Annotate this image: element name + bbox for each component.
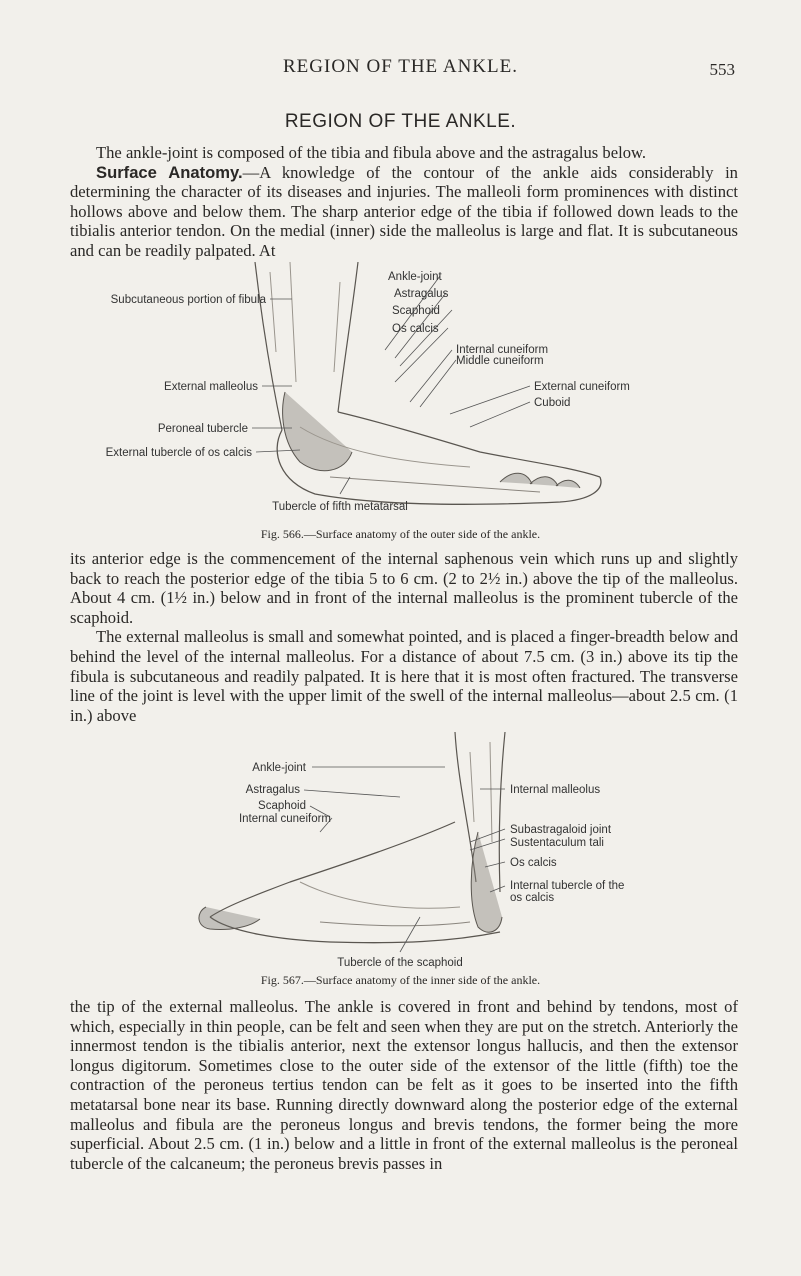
label-ankle-joint-567: Ankle-joint [252, 762, 306, 774]
subheading-surface-anatomy: Surface Anatomy. [96, 162, 243, 182]
paragraph-intro [70, 143, 738, 261]
label-ankle-joint-566: Ankle-joint [388, 271, 442, 283]
label-external-malleolus: External malleolus [164, 381, 258, 393]
label-astragalus-567: Astragalus [245, 784, 300, 796]
label-tubercle-fifth-metatarsal: Tubercle of fifth metatarsal [272, 501, 408, 513]
label-astragalus-566: Astragalus [394, 288, 449, 300]
paragraph-surface-anatomy-text: —A knowledge of the contour of the ankle aids considerably in determining the character of its diseases and injuries. The malleoli form prominences with distinct hollows above and below them. The sharp anterior edge of the tibia if followed down leads to the tibialis anterior tendon. On the medial (inner) side the malleolus is large and flat. It is subcutaneous and can be readily palpated. At [70, 162, 738, 260]
paragraph-saphenous [70, 549, 738, 725]
label-os-calcis-566: Os calcis [392, 323, 439, 335]
label-internal-tubercle-line2: os calcis [510, 892, 555, 904]
label-internal-malleolus: Internal malleolus [510, 784, 601, 796]
foot-inner-side-drawing [199, 732, 505, 943]
label-cuboid: Cuboid [534, 397, 571, 409]
paragraph-tendons [70, 997, 738, 1173]
paragraph-external-malleolus-text: The external malleolus is small and somewhat pointed, and is placed a finger-breadth below and behind the level of the internal malleolus. For a distance of about 7.5 cm. (3 in.) above its tip the fibula is subcutaneous and readily palpated. It is here that it is most often fractured. The transverse line of the joint is level with the upper limit of the swell of the internal malleolus—about 2.5 cm. (1 in.) above [70, 627, 738, 725]
running-head: REGION OF THE ANKLE. [283, 56, 518, 77]
figure-566-caption: Fig. 566.—Surface anatomy of the outer side of the ankle. [260, 527, 541, 541]
label-subcutaneous-fibula: Subcutaneous portion of fibula [110, 294, 266, 306]
figure-567-caption: Fig. 567.—Surface anatomy of the inner side of the ankle. [260, 973, 541, 987]
label-internal-cuneiform-566: Internal cuneiform [456, 344, 549, 356]
label-external-cuneiform: External cuneiform [534, 381, 630, 393]
label-middle-cuneiform: Middle cuneiform [456, 355, 544, 367]
label-scaphoid-566: Scaphoid [392, 305, 440, 317]
figure-566 [0, 262, 801, 522]
label-tubercle-scaphoid: Tubercle of the scaphoid [337, 957, 463, 969]
figure-566-illustration [0, 262, 801, 522]
section-title: REGION OF THE ANKLE. [284, 111, 517, 132]
label-peroneal-tubercle: Peroneal tubercle [157, 423, 248, 435]
label-external-tubercle-os-calcis: External tubercle of os calcis [105, 447, 252, 459]
label-os-calcis-567: Os calcis [510, 857, 557, 869]
page-number: 553 [709, 60, 735, 79]
paragraph-saphenous-text: its anterior edge is the commencement of the internal saphenous vein which runs up and slightly back to reach the posterior edge of the tibia 5 to 6 cm. (2 to 2½ in.) above the tip of the malleolus. About 4 cm. (1½ in.) below and in front of the internal malleolus is the prominent tubercle of the scaphoid. [70, 549, 738, 627]
paragraph-intro-text: The ankle-joint is composed of the tibia and fibula above and the astragalus below. [96, 143, 647, 162]
label-internal-tubercle-line1: Internal tubercle of the [510, 880, 625, 892]
paragraph-tendons-text: the tip of the external malleolus. The ankle is covered in front and behind by tendons, most of which, especially in thin people, can be felt and seen when they are put on the stretch. Anteriorly the innermost tendon is the tibialis anterior, next the extensor longus hallucis, and then the extensor longus digitorum. Sometimes close to the outer side of the extensor of the little (fifth) toe the contraction of the peroneus tertius tendon can be felt as it goes to be inserted into the fifth metatarsal bone near its base. Running directly downward along the posterior edge of the external malleolus and fibula are the peroneus longus and brevis tendons, the former being the more superficial. About 2.5 cm. (1 in.) below and a little in front of the external malleolus is the peroneal tubercle of the calcaneum; the peroneus brevis passes in [70, 997, 738, 1173]
figure-567 [0, 732, 801, 970]
label-sustentaculum-tali: Sustentaculum tali [510, 837, 604, 849]
label-internal-cuneiform-567: Internal cuneiform [238, 813, 331, 825]
figure-567-illustration [0, 732, 801, 970]
figure-566-leader-lines [252, 276, 530, 494]
label-scaphoid-567: Scaphoid [258, 800, 306, 812]
label-subastragaloid-joint: Subastragaloid joint [510, 824, 612, 836]
